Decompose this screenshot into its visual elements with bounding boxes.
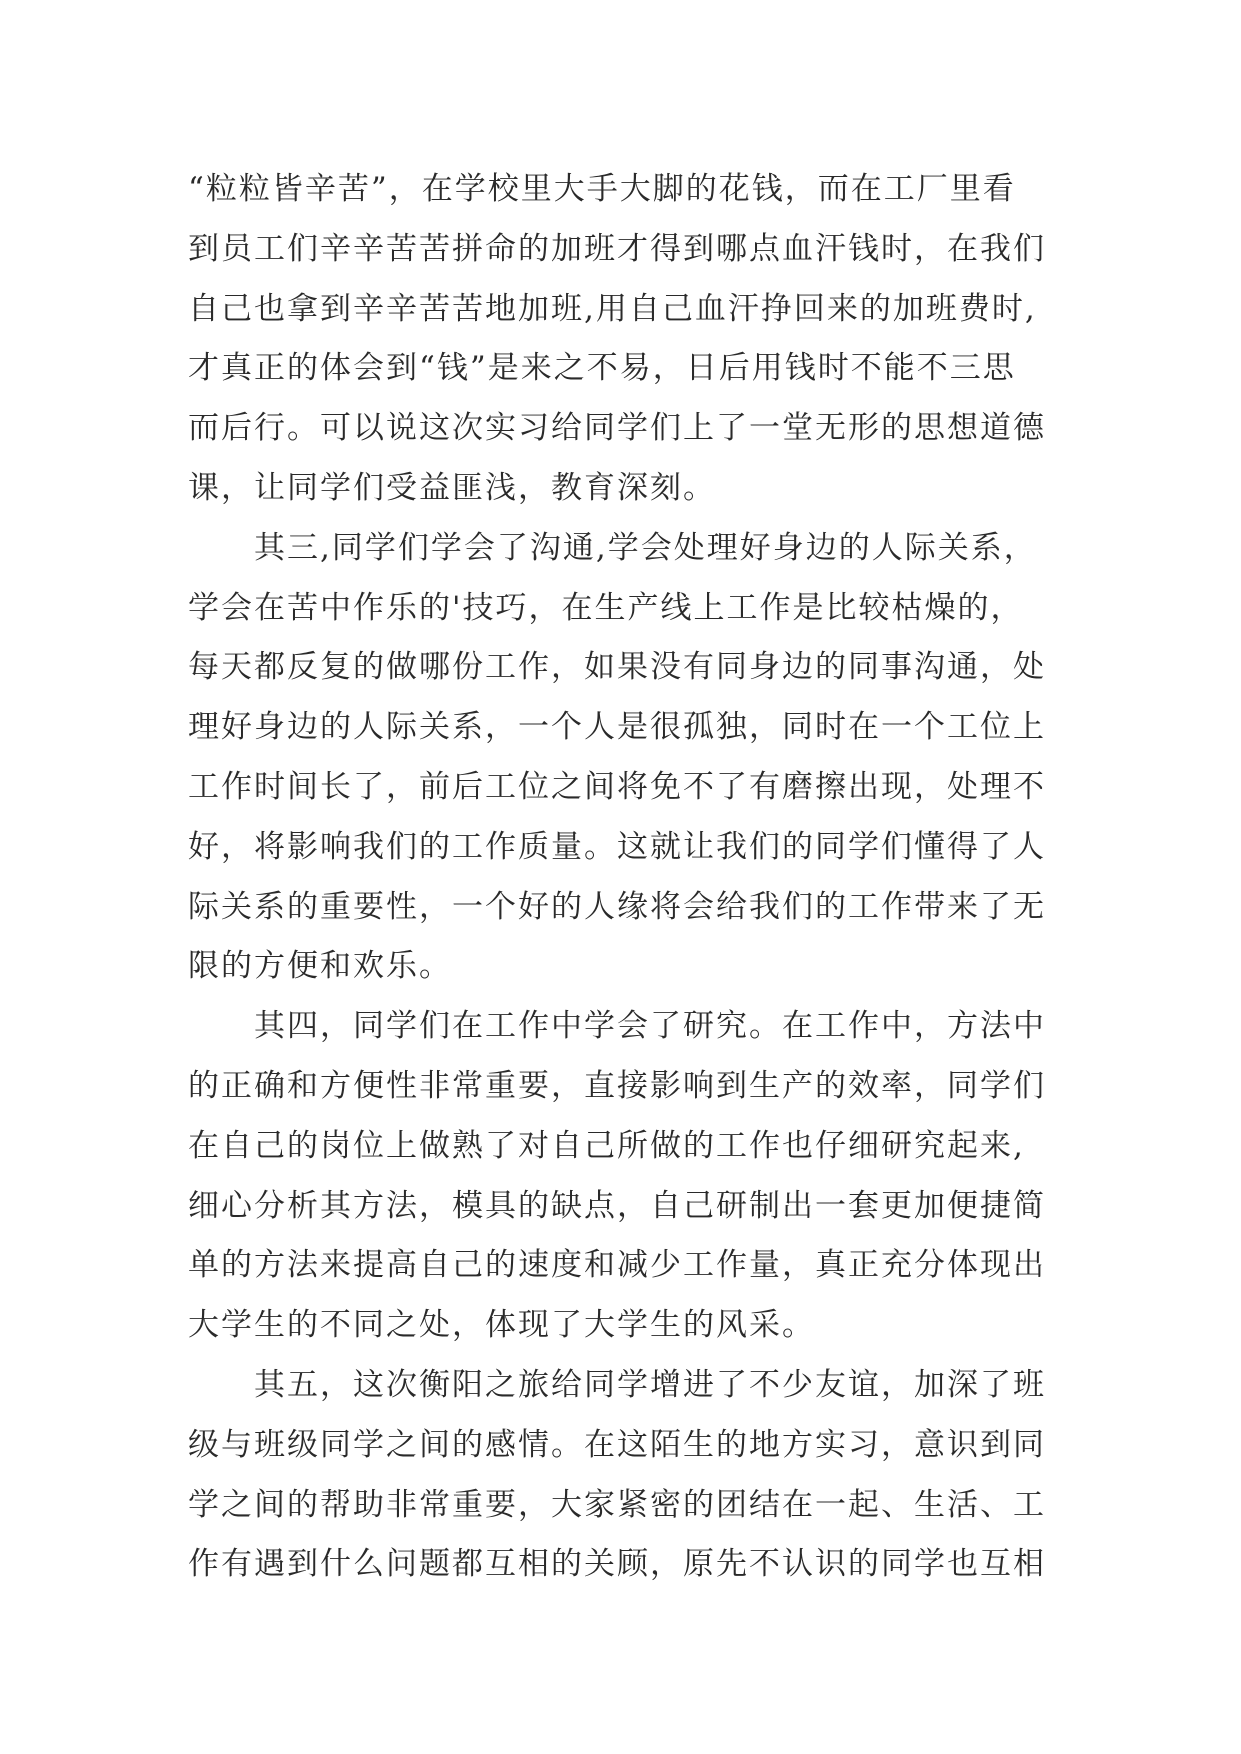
paragraph-first-line: 其三,同学们学会了沟通,学会处理好身边的人际关系， xyxy=(254,529,1037,566)
text-line: 才真正的体会到“钱”是来之不易，日后用钱时不能不三思 xyxy=(188,350,1016,387)
text-line: 工作时间长了，前后工位之间将免不了有磨擦出现，处理不 xyxy=(188,768,1046,805)
text-line: 学会在苦中作乐的'技巧，在生产线上工作是比较枯燥的， xyxy=(188,589,1024,626)
text-line: 细心分析其方法，模具的缺点，自己研制出一套更加便捷简 xyxy=(188,1187,1046,1224)
text-line: 限的方便和欢乐。 xyxy=(188,948,452,985)
text-line: 的正确和方便性非常重要，直接影响到生产的效率，同学们 xyxy=(188,1067,1046,1104)
text-line: 好，将影响我们的工作质量。这就让我们的同学们懂得了人 xyxy=(188,828,1046,865)
text-line: 到员工们辛辛苦苦拼命的加班才得到哪点血汗钱时，在我们 xyxy=(188,230,1046,267)
paragraph-first-line: 其四，同学们在工作中学会了研究。在工作中，方法中 xyxy=(254,1008,1046,1045)
text-line: 作有遇到什么问题都互相的关顾，原先不认识的同学也互相 xyxy=(188,1546,1046,1583)
text-line: 而后行。可以说这次实习给同学们上了一堂无形的思想道德 xyxy=(188,410,1046,447)
text-line: 理好身边的人际关系，一个人是很孤独，同时在一个工位上 xyxy=(188,709,1046,746)
text-line: 学之间的帮助非常重要，大家紧密的团结在一起、生活、工 xyxy=(188,1486,1046,1523)
text-line: 课，让同学们受益匪浅，教育深刻。 xyxy=(188,469,716,506)
text-line: 每天都反复的做哪份工作，如果没有同身边的同事沟通，处 xyxy=(188,649,1046,686)
text-line: 大学生的不同之处，体现了大学生的风采。 xyxy=(188,1307,815,1344)
text-line: 际关系的重要性，一个好的人缘将会给我们的工作带来了无 xyxy=(188,888,1046,925)
paragraph-first-line: 其五，这次衡阳之旅给同学增进了不少友谊，加深了班 xyxy=(254,1366,1046,1403)
text-line: 单的方法来提高自己的速度和减少工作量，真正充分体现出 xyxy=(188,1247,1046,1284)
text-line: “粒粒皆辛苦”，在学校里大手大脚的花钱，而在工厂里看 xyxy=(188,171,1016,207)
text-line: 自己也拿到辛辛苦苦地加班,用自己血汗挣回来的加班费时, xyxy=(188,290,1037,327)
text-line: 级与班级同学之间的感情。在这陌生的地方实习，意识到同 xyxy=(188,1426,1046,1463)
text-line: 在自己的岗位上做熟了对自己所做的工作也仔细研究起来, xyxy=(188,1127,1025,1164)
document-body xyxy=(188,160,1088,1595)
